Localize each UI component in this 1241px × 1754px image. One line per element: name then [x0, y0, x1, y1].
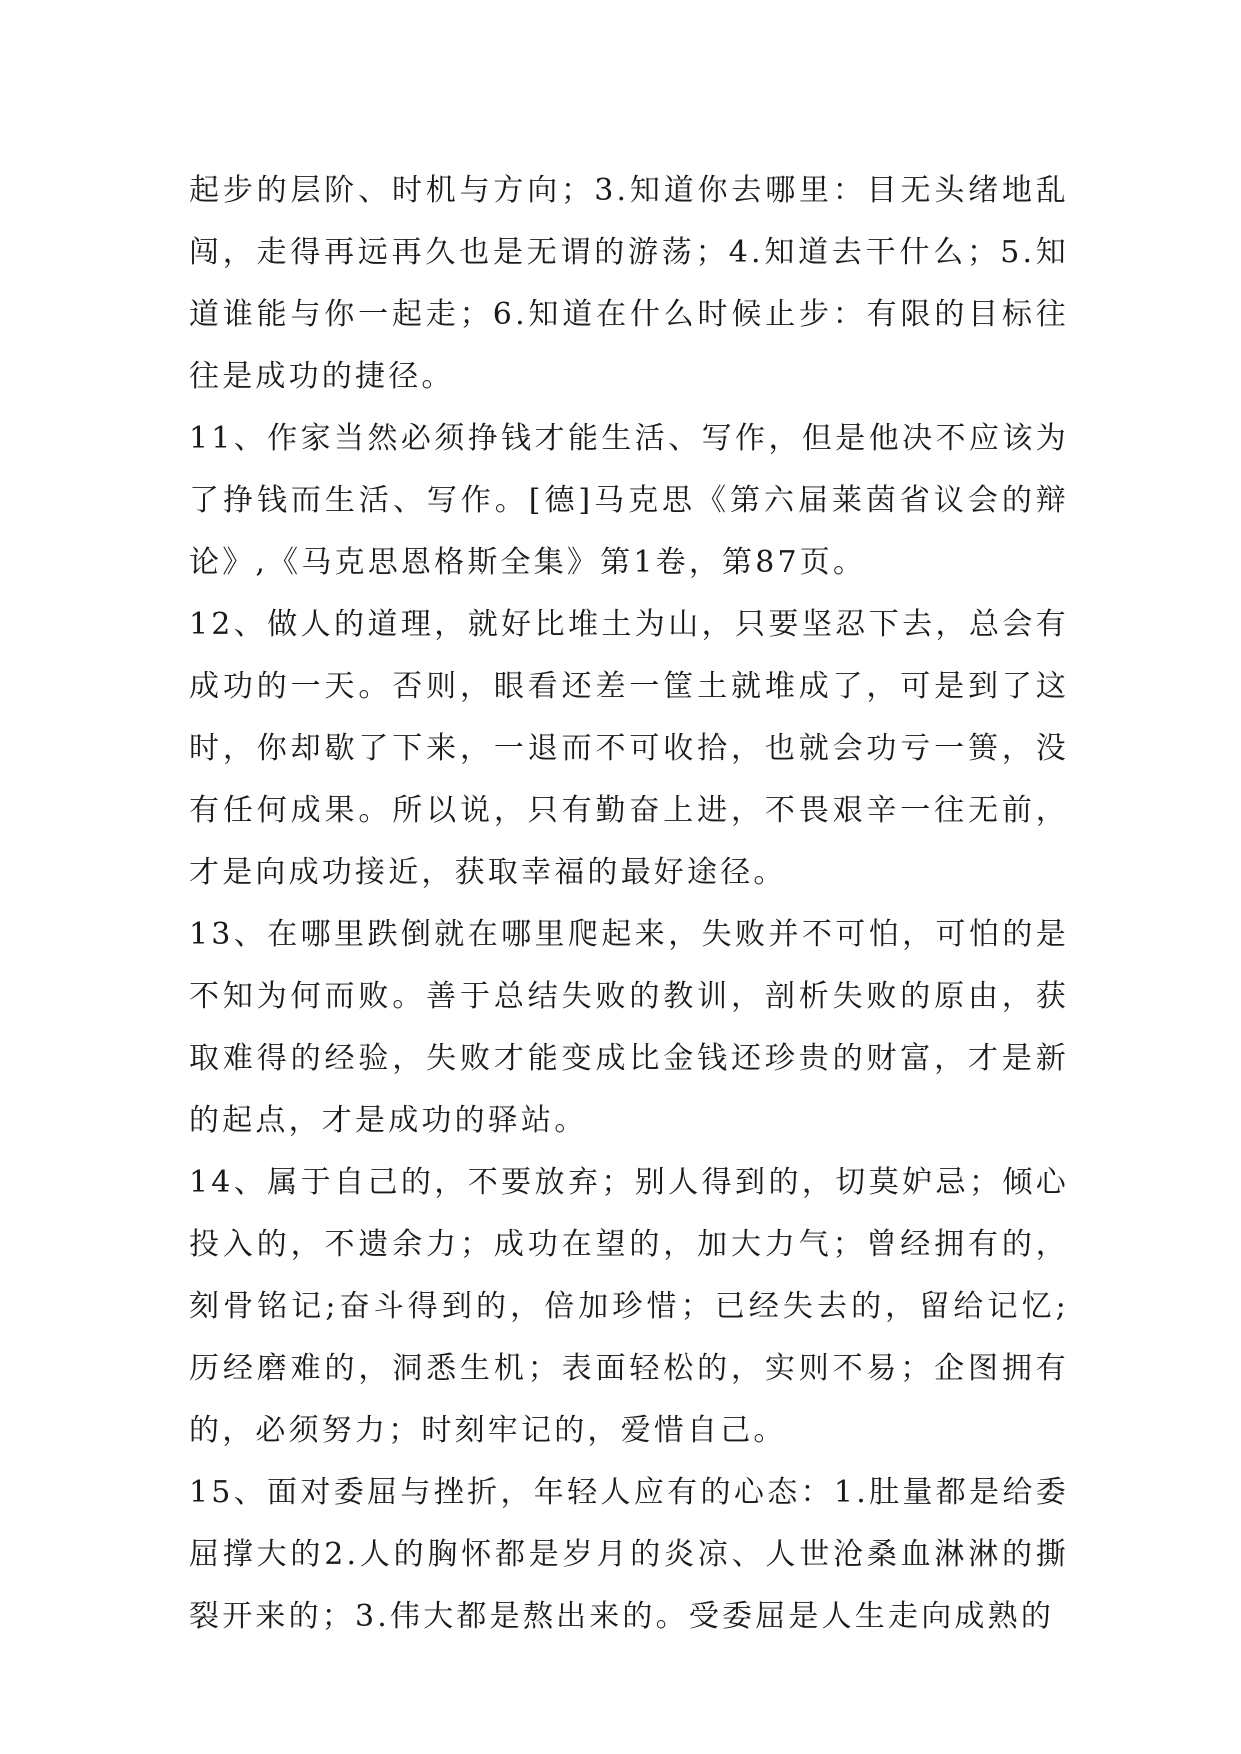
- paragraph-11: 11、作家当然必须挣钱才能生活、写作，但是他决不应该为了挣钱而生活、写作。[德]马克思《第六届莱茵省议会的辩论》,《马克思恩格斯全集》第1卷，第87页。: [189, 421, 1069, 580]
- paragraph-13: 13、在哪里跌倒就在哪里爬起来，失败并不可怕，可怕的是不知为何而败。善于总结失败的教训，剖析失败的原由，获取难得的经验，失败才能变成比金钱还珍贵的财富，才是新的起点，才是成功的驿站。: [189, 917, 1069, 1138]
- paragraph-14: 14、属于自己的，不要放弃；别人得到的，切莫妒忌；倾心投入的，不遗余力；成功在望的，加大力气；曾经拥有的，刻骨铭记;奋斗得到的，倍加珍惜；已经失去的，留给记忆;历经磨难的，洞悉生机；表面轻松的，实则不易；企图拥有的，必须努力；时刻牢记的，爱惜自己。: [189, 1165, 1069, 1448]
- document-page: [189, 160, 1069, 1648]
- paragraph-continuation: 起步的层阶、时机与方向；3.知道你去哪里：目无头绪地乱闯，走得再远再久也是无谓的游荡；4.知道去干什么；5.知道谁能与你一起走；6.知道在什么时候止步：有限的目标往往是成功的捷径。: [189, 173, 1069, 394]
- paragraph-12: 12、做人的道理，就好比堆土为山，只要坚忍下去，总会有成功的一天。否则，眼看还差一筐土就堆成了，可是到了这时，你却歇了下来，一退而不可收拾，也就会功亏一篑，没有任何成果。所以说，只有勤奋上进，不畏艰辛一往无前，才是向成功接近，获取幸福的最好途径。: [189, 607, 1069, 890]
- paragraph-15: 15、面对委屈与挫折，年轻人应有的心态：1.肚量都是给委屈撑大的2.人的胸怀都是岁月的炎凉、人世沧桑血淋淋的撕裂开来的；3.伟大都是熬出来的。受委屈是人生走向成熟的: [189, 1475, 1069, 1634]
